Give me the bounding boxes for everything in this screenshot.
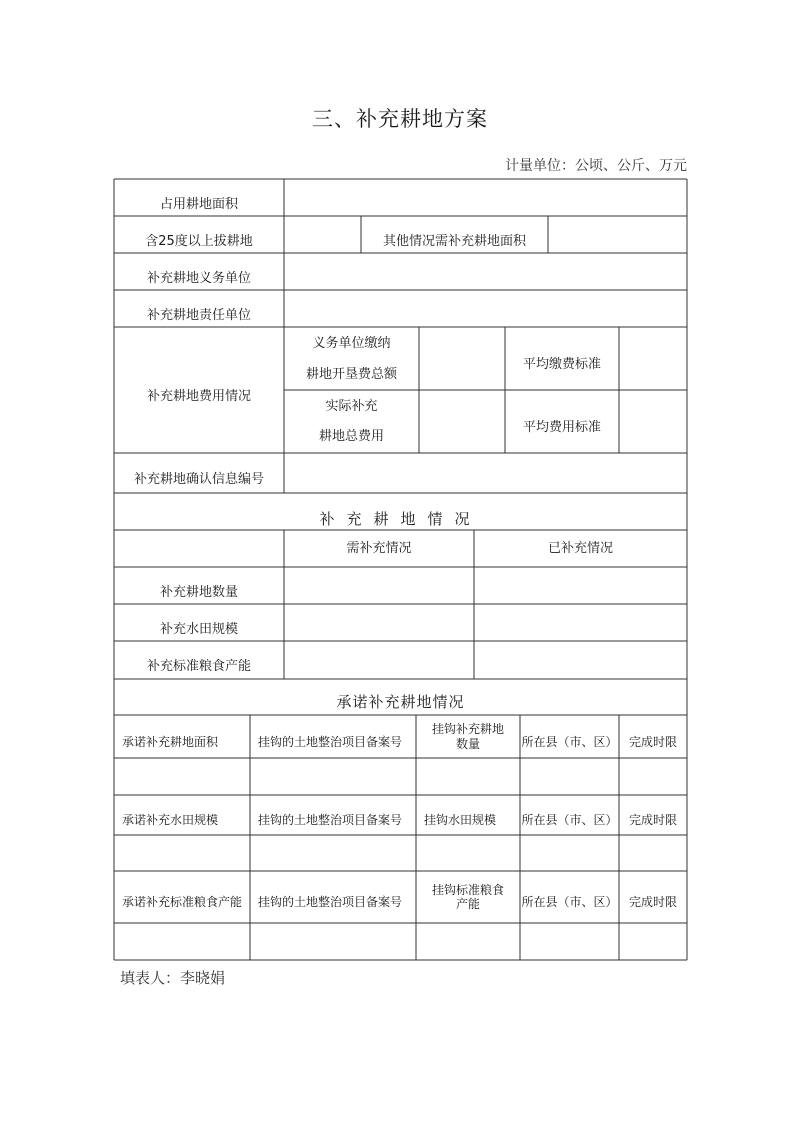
occupied-area-label: 占用耕地面积 [159, 196, 238, 212]
promise-header: 承诺补充耕地情况 [336, 692, 465, 711]
obligation-unit-label: 补充耕地义务单位 [146, 270, 251, 286]
promise-grain-label: 承诺补充标准粮食产能 [122, 895, 243, 910]
linked-grain-label: 挂钩标准粮食产能 [431, 882, 504, 911]
cost-info-label: 补充耕地费用情况 [146, 389, 251, 405]
promise-paddy-label: 承诺补充水田规模 [122, 813, 219, 828]
deadline-label-3: 完成时限 [628, 895, 677, 910]
other-needed-label: 其他情况需补充耕地面积 [382, 233, 526, 249]
paid-total-label-2: 耕地开垦费总额 [305, 367, 397, 383]
linked-paddy-label: 挂钩水田规模 [424, 813, 497, 828]
promise-area-label: 承诺补充耕地面积 [122, 735, 219, 750]
situation-header: 补充耕地情况 [319, 509, 482, 528]
deadline-label-1: 完成时限 [628, 735, 677, 750]
col-done-header: 已补充情况 [547, 540, 613, 556]
linked-qty-label: 挂钩补充耕地数量 [432, 722, 505, 751]
paddy-label: 补充水田规模 [159, 621, 238, 637]
actual-total-label-2: 耕地总费用 [318, 429, 384, 445]
quantity-label: 补充耕地数量 [159, 584, 238, 600]
project-no-label-2: 挂钩的土地整治项目备案号 [258, 813, 403, 828]
avg-paid-std-label: 平均缴费标准 [522, 357, 601, 373]
slope25-label: 含25度以上拔耕地 [145, 233, 253, 249]
project-no-label-1: 挂钩的土地整治项目备案号 [258, 735, 403, 750]
signer: 填表人：李晓娟 [120, 969, 226, 987]
avg-cost-std-label: 平均费用标准 [522, 420, 601, 436]
paid-total-label-1: 义务单位缴纳 [312, 336, 391, 352]
confirm-no-label: 补充耕地确认信息编号 [133, 472, 264, 488]
deadline-label-2: 完成时限 [628, 813, 677, 828]
unit-note: 计量单位：公顷、公斤、万元 [505, 158, 687, 174]
county-label-3: 所在县（市、区） [521, 895, 618, 910]
page-title: 三、补充耕地方案 [312, 107, 488, 131]
col-needed-header: 需补充情况 [346, 540, 412, 556]
county-label-1: 所在县（市、区） [521, 735, 618, 750]
county-label-2: 所在县（市、区） [521, 813, 618, 828]
project-no-label-3: 挂钩的土地整治项目备案号 [258, 895, 403, 910]
actual-total-label-1: 实际补充 [325, 399, 378, 415]
grain-label: 补充标准粮食产能 [146, 658, 251, 674]
responsible-unit-label: 补充耕地责任单位 [146, 307, 251, 323]
